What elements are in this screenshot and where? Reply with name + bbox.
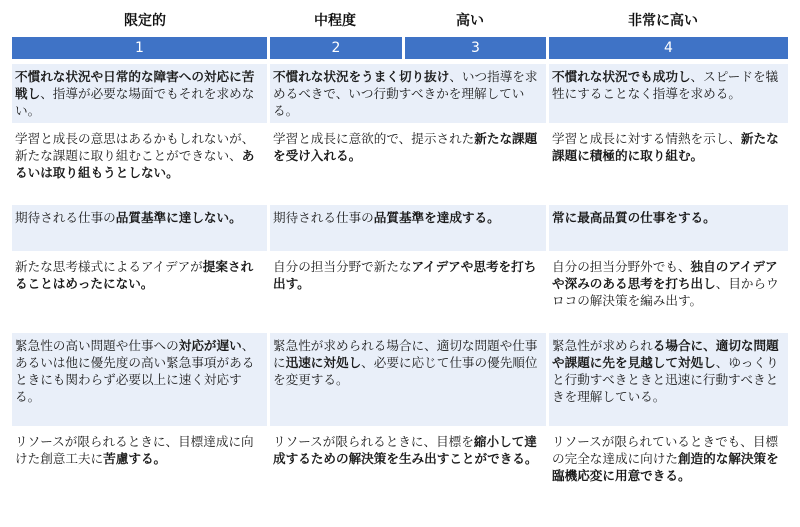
cell-text: 緊急性の高い問題や仕事への: [15, 338, 179, 353]
level-2-cell: 2: [270, 37, 402, 59]
column-divider: [267, 333, 270, 426]
emphasis-text: 不慣れな状況をうまく切り抜け: [273, 69, 450, 84]
emphasis-text: 不慣れな状況や日常的な障害への対応に苦戦し: [15, 69, 255, 101]
cell-text: 自分の担当分野外でも、: [552, 259, 691, 274]
cell-text: 、ゆっくりと行動すべきときと迅速に行動すべきときを理解している。: [552, 355, 779, 404]
rubric-cell-c2: [270, 333, 546, 426]
table-row: [12, 429, 788, 493]
header-limited: 限定的: [124, 13, 166, 29]
level-4-cell: 4: [549, 37, 788, 59]
rubric-cell-c2: [270, 254, 546, 330]
rubric-cell-c2: [270, 64, 546, 123]
level-1-cell: 1: [12, 37, 267, 59]
column-divider: [267, 126, 270, 202]
header-high: 高い: [456, 13, 484, 29]
rubric-cell-c3: [549, 429, 788, 493]
rubric-cell-c1: [12, 205, 267, 251]
rubric-cell-c3: [549, 64, 788, 123]
cell-text: 学習と成長に意欲的で、提示された: [273, 131, 475, 146]
table-row: [12, 333, 788, 426]
emphasis-text: 常に最高品質の仕事をする。: [552, 210, 716, 225]
header-moderate: 中程度: [314, 13, 356, 29]
cell-text: 期待される仕事の: [15, 210, 116, 225]
column-divider: [267, 64, 270, 123]
emphasis-text: 不慣れな状況でも成功し: [552, 69, 691, 84]
table-row: [12, 205, 788, 251]
column-divider: [546, 429, 549, 493]
emphasis-text: る場合に、適切な問題や課題に先を見越して対処し: [552, 338, 779, 370]
cell-text: 学習と成長の意思はあるかもしれないが、新たな課題に取り組むことができない、: [15, 131, 255, 163]
emphasis-text: あるいは取り組もうとしない。: [15, 148, 255, 180]
column-divider: [546, 64, 549, 123]
emphasis-text: 独自のアイデアや深みのある思考を打ち出し: [552, 259, 778, 291]
column-divider: [267, 205, 270, 251]
cell-text: 学習と成長に対する情熱を示し、: [552, 131, 741, 146]
emphasis-text: 品質基準を達成する。: [373, 210, 500, 225]
column-divider: [267, 254, 270, 330]
table-row: [12, 64, 788, 123]
emphasis-text: 対応が遅い: [178, 338, 242, 353]
rubric-cell-c1: [12, 64, 267, 123]
column-divider: [546, 254, 549, 330]
cell-text: 期待される仕事の: [273, 210, 374, 225]
cell-text: 新たな思考様式によるアイデアが: [15, 259, 203, 274]
cell-text: 、あるいは他に優先度の高い緊急事項があるときにも関わらず必要以上に速く対応する。: [15, 338, 255, 404]
level-3-cell: 3: [405, 37, 546, 59]
emphasis-text: 提案されることはめったにない。: [15, 259, 254, 291]
cell-text: 、指導が必要な場面でもそれを求めない。: [15, 86, 255, 118]
table-row: [12, 126, 788, 202]
rubric-cell-c3: [549, 126, 788, 202]
cell-text: 、スピードを犠牲にすることなく指導を求める。: [552, 69, 779, 101]
cell-text: リソースが限られるときに、目標達成に向けた創意工夫に: [15, 434, 254, 466]
emphasis-text: 苦慮する。: [103, 451, 167, 466]
rubric-cell-c1: [12, 126, 267, 202]
cell-text: 緊急性が求められ: [552, 338, 653, 353]
column-divider: [546, 205, 549, 251]
rubric-cell-c1: [12, 429, 267, 493]
table-row: [12, 254, 788, 330]
cell-text: 、目からウロコの解決策を編み出す。: [552, 276, 779, 308]
cell-text: 緊急性が求められる場合に、適切な問題や仕事に: [273, 338, 538, 370]
column-divider: [267, 429, 270, 493]
rubric-cell-c1: [12, 333, 267, 426]
cell-text: リソースが限られているときでも、目標の完全な達成に向けた: [552, 434, 779, 466]
rubric-cell-c3: [549, 205, 788, 251]
column-divider: [546, 333, 549, 426]
rubric-cell-c2: [270, 205, 546, 251]
emphasis-text: 新たな課題を受け入れる。: [273, 131, 538, 163]
column-divider: [546, 126, 549, 202]
rubric-cell-c1: [12, 254, 267, 330]
cell-text: リソースが限られるときに、目標を: [273, 434, 474, 449]
header-very-high: 非常に高い: [628, 13, 698, 29]
emphasis-text: 品質基準に達しない。: [115, 210, 242, 225]
cell-text: 、必要に応じて仕事の優先順位を変更する。: [273, 355, 538, 387]
emphasis-text: 創造的な解決策を臨機応変に用意できる。: [552, 451, 779, 483]
rubric-cell-c2: [270, 429, 546, 493]
rubric-cell-c2: [270, 126, 546, 202]
emphasis-text: 迅速に対処し: [285, 355, 362, 370]
cell-text: 自分の担当分野で新たな: [273, 259, 412, 274]
emphasis-text: 新たな課題に積極的に取り組む。: [552, 131, 779, 163]
emphasis-text: アイデアや思考を打ち出す。: [273, 259, 537, 291]
emphasis-text: 縮小して達成するための解決策を生み出すことができる。: [273, 434, 538, 466]
cell-text: 、いつ指導を求めるべきで、いつ行動すべきかを理解している。: [273, 69, 538, 118]
rubric-cell-c3: [549, 254, 788, 330]
rubric-cell-c3: [549, 333, 788, 426]
